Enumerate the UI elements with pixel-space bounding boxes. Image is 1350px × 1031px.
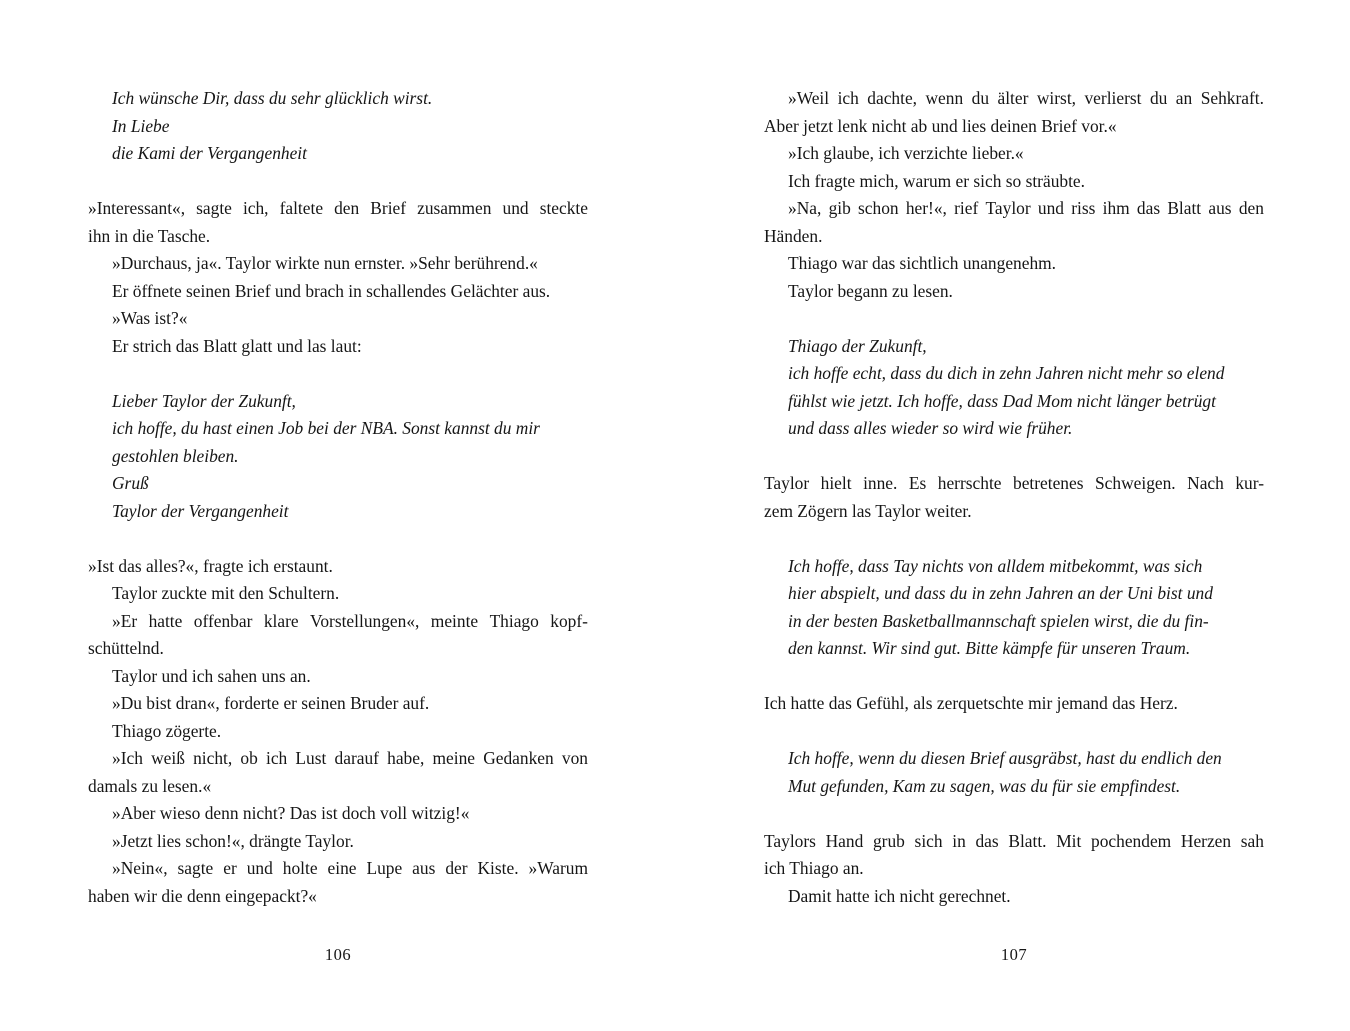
page-number-left: 106	[324, 945, 352, 964]
blank-line	[764, 443, 1264, 471]
text-line: damals zu lesen.«	[88, 775, 212, 796]
text-line: ich hoffe, du hast einen Job bei der NBA. Sonst kannst du mir	[112, 418, 540, 438]
blank-line	[764, 525, 1264, 553]
blank-line	[764, 718, 1264, 746]
text-line: Ich fragte mich, warum er sich so sträubte.	[788, 170, 1085, 191]
text-line: Er öffnete seinen Brief und brach in schallendes Gelächter aus.	[112, 280, 551, 301]
text-line: Thiago war das sichtlich unangenehm.	[788, 253, 1057, 273]
page-left-text-column	[88, 85, 588, 910]
text-line: Gruß	[112, 473, 149, 493]
text-line: »Du bist dran«, forderte er seinen Bruder auf.	[112, 693, 430, 713]
text-line: »Er hatte offenbar klare Vorstellungen«, meinte Thiago kopf-	[112, 610, 588, 631]
text-line: Taylor hielt inne. Es herrschte betretenes Schweigen. Nach kur-	[764, 473, 1264, 493]
text-line: Aber jetzt lenk nicht ab und lies deinen Brief vor.«	[764, 115, 1117, 136]
text-line: »Jetzt lies schon!«, drängte Taylor.	[112, 830, 354, 851]
text-line: »Na, gib schon her!«, rief Taylor und riss ihm das Blatt aus den	[788, 198, 1264, 218]
text-line: »Durchaus, ja«. Taylor wirkte nun ernster. »Sehr berührend.«	[112, 253, 538, 273]
text-line: »Weil ich dachte, wenn du älter wirst, verlierst du an Sehkraft.	[788, 88, 1264, 108]
page-number-right: 107	[1000, 945, 1028, 964]
text-line: Ich hoffe, wenn du diesen Brief ausgräbst, hast du endlich den	[788, 748, 1222, 768]
text-line: »Nein«, sagte er und holte eine Lupe aus der Kiste. »Warum	[112, 858, 588, 878]
text-line: in der besten Basketballmannschaft spielen wirst, die du fin-	[788, 610, 1209, 631]
text-line: »Was ist?«	[112, 308, 188, 328]
text-line: Damit hatte ich nicht gerechnet.	[788, 885, 1011, 906]
text-line: und dass alles wieder so wird wie früher.	[788, 418, 1073, 438]
text-line: In Liebe	[112, 115, 170, 136]
text-line: Taylor zuckte mit den Schultern.	[112, 583, 340, 603]
blank-line	[88, 525, 588, 553]
text-line: Er strich das Blatt glatt und las laut:	[112, 335, 362, 356]
text-line: gestohlen bleiben.	[112, 445, 239, 466]
blank-line	[764, 305, 1264, 333]
text-line: »Ich glaube, ich verzichte lieber.«	[788, 143, 1024, 163]
text-line: Thiago zögerte.	[112, 720, 222, 741]
text-line: ihn in die Tasche.	[88, 225, 211, 246]
text-line: Thiago der Zukunft,	[788, 335, 927, 356]
text-line: zem Zögern las Taylor weiter.	[764, 500, 972, 521]
text-line: haben wir die denn eingepackt?«	[88, 885, 317, 906]
text-line: Ich wünsche Dir, dass du sehr glücklich wirst.	[112, 88, 433, 108]
text-line: ich hoffe echt, dass du dich in zehn Jahren nicht mehr so elend	[788, 363, 1225, 383]
text-line: »Aber wieso denn nicht? Das ist doch voll witzig!«	[112, 803, 470, 823]
text-line: Taylor der Vergangenheit	[112, 500, 289, 521]
text-line: fühlst wie jetzt. Ich hoffe, dass Dad Mom nicht länger betrügt	[788, 390, 1216, 411]
text-line: Taylor und ich sahen uns an.	[112, 665, 311, 686]
blank-line	[764, 663, 1264, 691]
text-line: Taylor begann zu lesen.	[788, 280, 953, 301]
text-line: »Ich weiß nicht, ob ich Lust darauf habe, meine Gedanken von	[112, 748, 588, 768]
text-line: »Interessant«, sagte ich, faltete den Brief zusammen und steckte	[88, 198, 588, 218]
text-line: die Kami der Vergangenheit	[112, 143, 307, 163]
blank-line	[764, 800, 1264, 828]
text-line: Ich hatte das Gefühl, als zerquetschte mir jemand das Herz.	[764, 693, 1178, 713]
page-right-text-column	[764, 85, 1264, 910]
text-line: ich Thiago an.	[764, 858, 864, 878]
text-line: hier abspielt, und dass du in zehn Jahren an der Uni bist und	[788, 583, 1213, 603]
text-line: »Ist das alles?«, fragte ich erstaunt.	[88, 555, 333, 576]
text-line: Ich hoffe, dass Tay nichts von alldem mitbekommt, was sich	[788, 555, 1203, 576]
text-line: Händen.	[764, 225, 823, 246]
text-line: den kannst. Wir sind gut. Bitte kämpfe für unseren Traum.	[788, 638, 1191, 658]
blank-line	[88, 168, 588, 196]
blank-line	[88, 360, 588, 388]
text-line: schüttelnd.	[88, 638, 164, 658]
text-line: Lieber Taylor der Zukunft,	[112, 390, 296, 411]
text-line: Taylors Hand grub sich in das Blatt. Mit pochendem Herzen sah	[764, 830, 1264, 851]
text-line: Mut gefunden, Kam zu sagen, was du für sie empfindest.	[788, 775, 1181, 796]
